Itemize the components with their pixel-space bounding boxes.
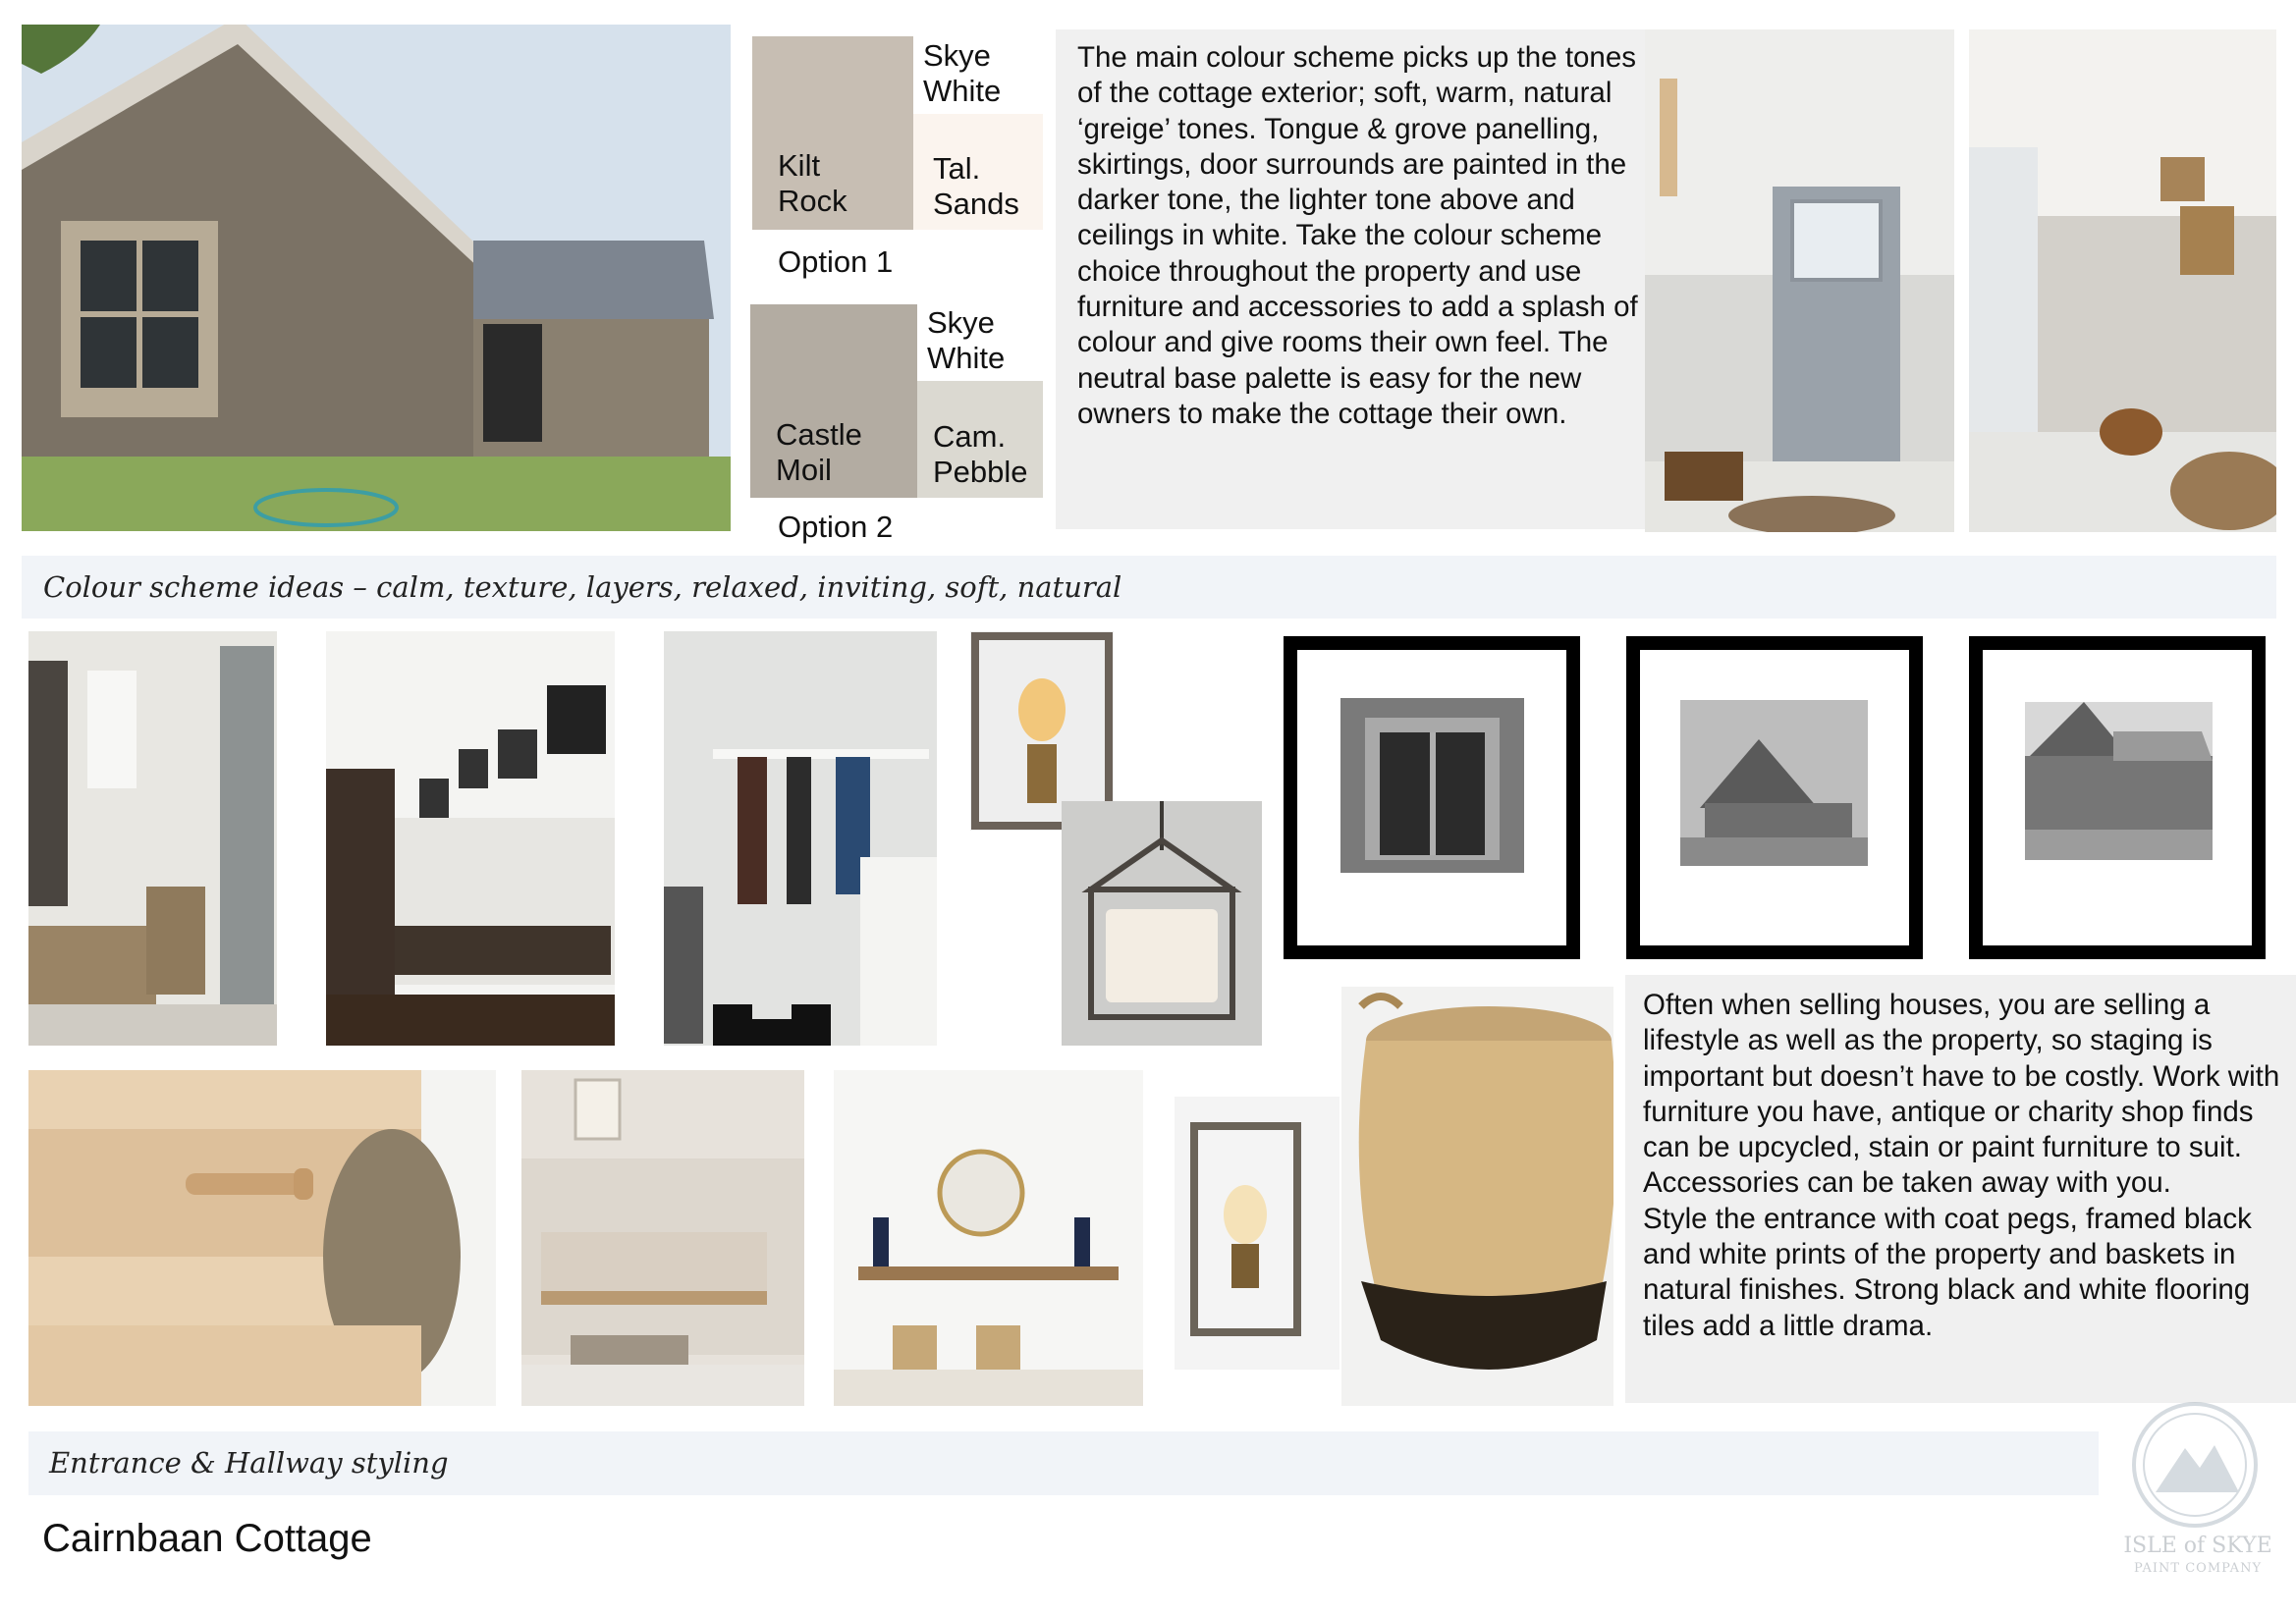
hallway-door-photo: [1645, 29, 1954, 532]
panelled-hall-photo: [1969, 29, 2276, 532]
wooden-peg-rail-photo: [28, 1070, 496, 1406]
page-title: Cairnbaan Cottage: [42, 1517, 372, 1560]
colour-scheme-heading: Colour scheme ideas – calm, texture, layers, relaxed, inviting, soft, natural: [43, 570, 1122, 604]
bench-cushions-photo: [521, 1070, 804, 1406]
swatch-main-label-2: Castle Moil: [776, 417, 862, 487]
intro-text: The main colour scheme picks up the tones of the cottage exterior; soft, warm, natural ‘greige’ tones. Tongue & grove panelling, skirtings, door surrounds are painted in the darker tone, the lighter tone above and ceilings in white. Take the colour scheme choice throughout the property and use furniture and accessories to add a splash of colour and give rooms their own feel. The neutral base palette is easy for the new owners to make the cottage their own.: [1077, 41, 1638, 430]
intro-text-panel: [1056, 29, 1659, 529]
section-heading: Entrance & Hallway styling: [49, 1446, 449, 1480]
swatch-top-label-2: Skye White: [927, 305, 1006, 375]
option-2-label: Option 2: [778, 510, 894, 544]
console-table-photo: [834, 1070, 1143, 1406]
framed-print-house: [1969, 636, 2266, 959]
isle-of-skye-logo: [2102, 1394, 2288, 1590]
staging-text-panel: [1625, 975, 2296, 1403]
swatch-side-label-1: Tal. Sands: [933, 151, 1019, 221]
colour-scheme-heading-strip: [22, 556, 2276, 619]
swatch-top-label-1: Skye White: [923, 38, 1002, 108]
logo-line-2: PAINT COMPANY: [2133, 1561, 2263, 1576]
box-wall-light-photo: [1175, 1097, 1339, 1370]
swatch-side-label-2: Cam. Pebble: [933, 419, 1028, 489]
framed-print-cottage: [1626, 636, 1923, 959]
boot-room-photo: [28, 631, 277, 1046]
cottage-exterior-photo: [22, 25, 731, 531]
entrance-heading-strip: [28, 1431, 2099, 1495]
hall-bench-photo: [326, 631, 615, 1046]
seagrass-basket-photo: [1341, 987, 1613, 1406]
framed-print-window: [1284, 636, 1580, 959]
mountain-seal-icon: [2102, 1394, 2288, 1532]
coat-hooks-photo: [664, 631, 937, 1046]
swatch-main-label-1: Kilt Rock: [778, 148, 847, 218]
option-1-label: Option 1: [778, 244, 894, 279]
pendant-lantern-photo: [1062, 801, 1262, 1046]
staging-text: Often when selling houses, you are selling a lifestyle as well as the property, so staging is important but doesn’t have to be costly. Work with furniture you have, antique or charity shop finds can be upcycled, stain or paint furniture to suit. Accessories can be taken away with you. Style the entrance with coat pegs, framed black and white prints of the property and baskets in natural finishes. Strong black and white flooring tiles add a little drama.: [1643, 989, 2280, 1342]
logo-line-1: ISLE of SKYE: [2123, 1534, 2272, 1558]
